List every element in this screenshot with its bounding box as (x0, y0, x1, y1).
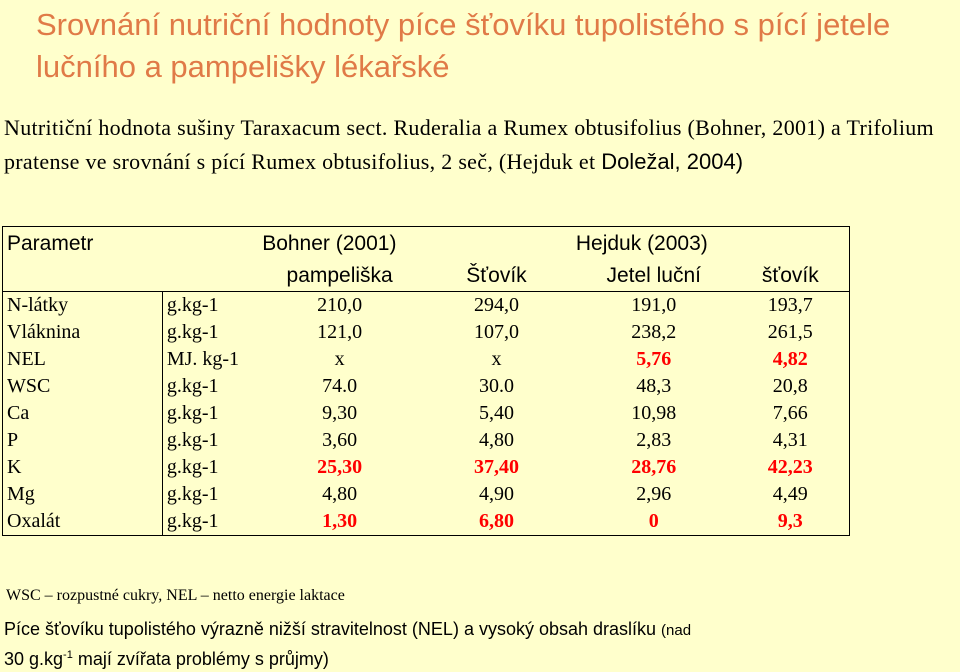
slide-title: Srovnání nutriční hodnoty píce šťovíku tupolistého s pící jetele lučního a pampelišky lékařské (36, 7, 891, 84)
intro-text-1: Nutritiční hodnota sušiny Taraxacum sect. Ruderalia a Rumex obtusifolius (Bohner, 2001) a Trifolium pratense ve srovnání s pící Rumex obtusifolius, 2 seč, (Hejduk et (4, 115, 934, 174)
group-header-hejduk: Hejduk (2003) (575, 232, 708, 255)
row-name: Vláknina (7, 321, 81, 343)
row-name: WSC (7, 375, 51, 397)
cell-value: 4,80 (322, 483, 358, 505)
cell-value: 9,3 (777, 510, 803, 532)
row-unit: g.kg-1 (162, 427, 262, 454)
cell-value: 10,98 (631, 402, 677, 424)
cell-value: 28,76 (631, 456, 677, 478)
cell-value: 74.0 (322, 375, 358, 397)
table-row (3, 346, 850, 373)
table-subheader-row (3, 261, 850, 292)
table-row (3, 454, 850, 481)
row-name: K (7, 456, 22, 478)
cell-value: 0 (648, 510, 659, 532)
conclusion-paren: (nad (661, 622, 692, 639)
cell-value: 3,60 (322, 429, 358, 451)
cell-value: 261,5 (767, 321, 813, 343)
row-unit: g.kg-1 (162, 400, 262, 427)
cell-value: 9,30 (322, 402, 358, 424)
conclusion-line2a: 30 g.kg (4, 649, 64, 669)
cell-value: 5,76 (636, 348, 672, 370)
cell-value: 37,40 (473, 456, 519, 478)
cell-value: 191,0 (631, 294, 677, 316)
row-name: Ca (7, 402, 30, 424)
cell-value: 2,96 (636, 483, 672, 505)
cell-value: 48,3 (636, 375, 672, 397)
cell-value: 2,83 (636, 429, 672, 451)
conclusion-sup: -1 (63, 649, 73, 661)
row-unit: g.kg-1 (162, 454, 262, 481)
table-row (3, 319, 850, 346)
cell-value: 107,0 (473, 321, 519, 343)
abbreviation-note: WSC – rozpustné cukry, NEL – netto energie laktace (6, 587, 345, 604)
conclusion-line2b: mají zvířata problémy s průjmy) (72, 649, 329, 669)
table-row (3, 481, 850, 508)
cell-value: 4,82 (772, 348, 808, 370)
table-row (3, 508, 850, 536)
row-name: Oxalát (7, 510, 61, 532)
table-row (3, 373, 850, 400)
nutrition-table (2, 226, 850, 536)
row-name: P (7, 429, 19, 451)
cell-value: 5,40 (478, 402, 514, 424)
table-row (3, 400, 850, 427)
conclusion-main: Píce šťovíku tupolistého výrazně nižší stravitelnost (NEL) a vysoký obsah draslíku (4, 619, 662, 639)
col-header: šťovík (761, 264, 819, 287)
cell-value: 25,30 (317, 456, 363, 478)
row-name: Mg (7, 483, 35, 505)
cell-value: 210,0 (317, 294, 363, 316)
row-unit: g.kg-1 (162, 319, 262, 346)
cell-value: 193,7 (767, 294, 813, 316)
table-header-row (3, 227, 850, 262)
cell-value: 20,8 (772, 375, 808, 397)
intro-paragraph (4, 111, 956, 179)
table-body (3, 292, 850, 536)
row-unit: g.kg-1 (162, 481, 262, 508)
cell-value: 294,0 (473, 294, 519, 316)
cell-value: 4,31 (772, 429, 808, 451)
cell-value: 7,66 (772, 402, 808, 424)
cell-value: 30.0 (478, 375, 514, 397)
cell-value: 238,2 (631, 321, 677, 343)
cell-value: 4,49 (772, 483, 808, 505)
cell-value: 121,0 (317, 321, 363, 343)
cell-value: 1,30 (322, 510, 358, 532)
row-unit: g.kg-1 (162, 373, 262, 400)
cell-value: 4,90 (478, 483, 514, 505)
row-name: NEL (7, 348, 46, 370)
row-unit: g.kg-1 (162, 508, 262, 536)
col-header: Jetel luční (606, 264, 702, 287)
row-unit: MJ. kg-1 (162, 346, 262, 373)
row-name: N-látky (7, 294, 69, 316)
param-header: Parametr (7, 232, 94, 255)
intro-text-2: Doležal, 2004) (601, 149, 744, 174)
table-row (3, 427, 850, 454)
group-header-bohner: Bohner (2001) (262, 232, 397, 255)
col-header: pampeliška (286, 264, 393, 287)
cell-value: 6,80 (478, 510, 514, 532)
cell-value: x (334, 348, 345, 370)
table-row (3, 292, 850, 320)
cell-value: 42,23 (767, 456, 813, 478)
col-header: Šťovík (466, 264, 527, 287)
cell-value: 4,80 (478, 429, 514, 451)
cell-value: x (491, 348, 502, 370)
conclusion (4, 617, 956, 672)
row-unit: g.kg-1 (162, 292, 262, 320)
